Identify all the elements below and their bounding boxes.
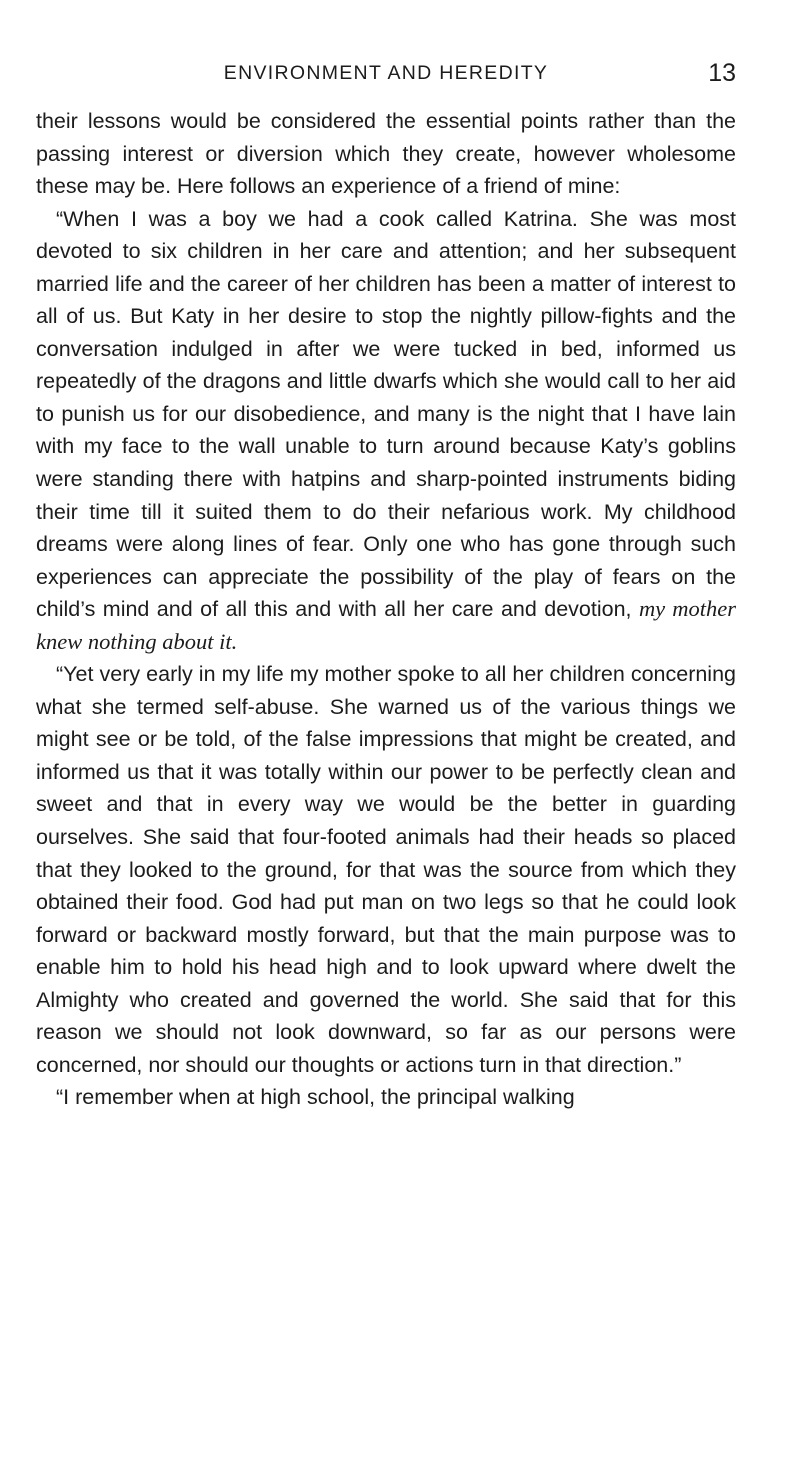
- page-number: 13: [708, 59, 736, 87]
- italic-emphasis: my mother knew nothing about it.: [36, 596, 736, 654]
- paragraph-high-school: “I remember when at high school, the principal walking: [56, 1085, 575, 1110]
- running-head: [36, 59, 736, 92]
- paragraph-katrina-text: “When I was a boy we had a cook called Katrina. She was most devoted to six children in her care and attention; and her subsequent married life and the career of her children has been a matter of interest to all of us. But Katy in her desire to stop the nightly pillow-fights and the conversation indulged in after we were tucked in bed, informed us repeatedly of the dragons and little dwarfs which she would call to her aid to punish us for our disobedience, and many is the night that I have lain with my face to the wall unable to turn around because Katy’s goblins were standing there with hatpins and sharp-pointed instruments biding their time till it suited them to do their nefarious work. My childhood dreams were along lines of fear. Only one who has gone through such experiences can appreciate the possibility of the play of fears on the child’s mind and of all this and with all her care and devotion,: [36, 206, 736, 622]
- paragraph-katrina: [36, 203, 736, 659]
- paragraph-continued: their lessons would be considered the essential points rather than the passing interest or diversion which they create, however wholesome these may be. Here follows an experience of a friend of mine:: [36, 109, 736, 199]
- paragraph-mother: “Yet very early in my life my mother spoke to all her children concerning what she termed self-abuse. She warned us of the various things we might see or be told, of the false impressions that might be created, and informed us that it was totally within our power to be perfectly clean and sweet and that in every way we would be the better in guarding ourselves. She said that four-footed animals had their heads so placed that they looked to the ground, for that was the source from which they obtained their food. God had put man on two legs so that he could look forward or backward mostly forward, but that the main purpose was to enable him to hold his head high and to look upward where dwelt the Almighty who created and governed the world. She said that for this reason we should not look downward, so far as our persons were concerned, nor should our thoughts or actions turn in that direction.”: [36, 662, 736, 1077]
- body-text: [36, 105, 736, 1114]
- running-title: ENVIRONMENT AND HEREDITY: [223, 62, 549, 84]
